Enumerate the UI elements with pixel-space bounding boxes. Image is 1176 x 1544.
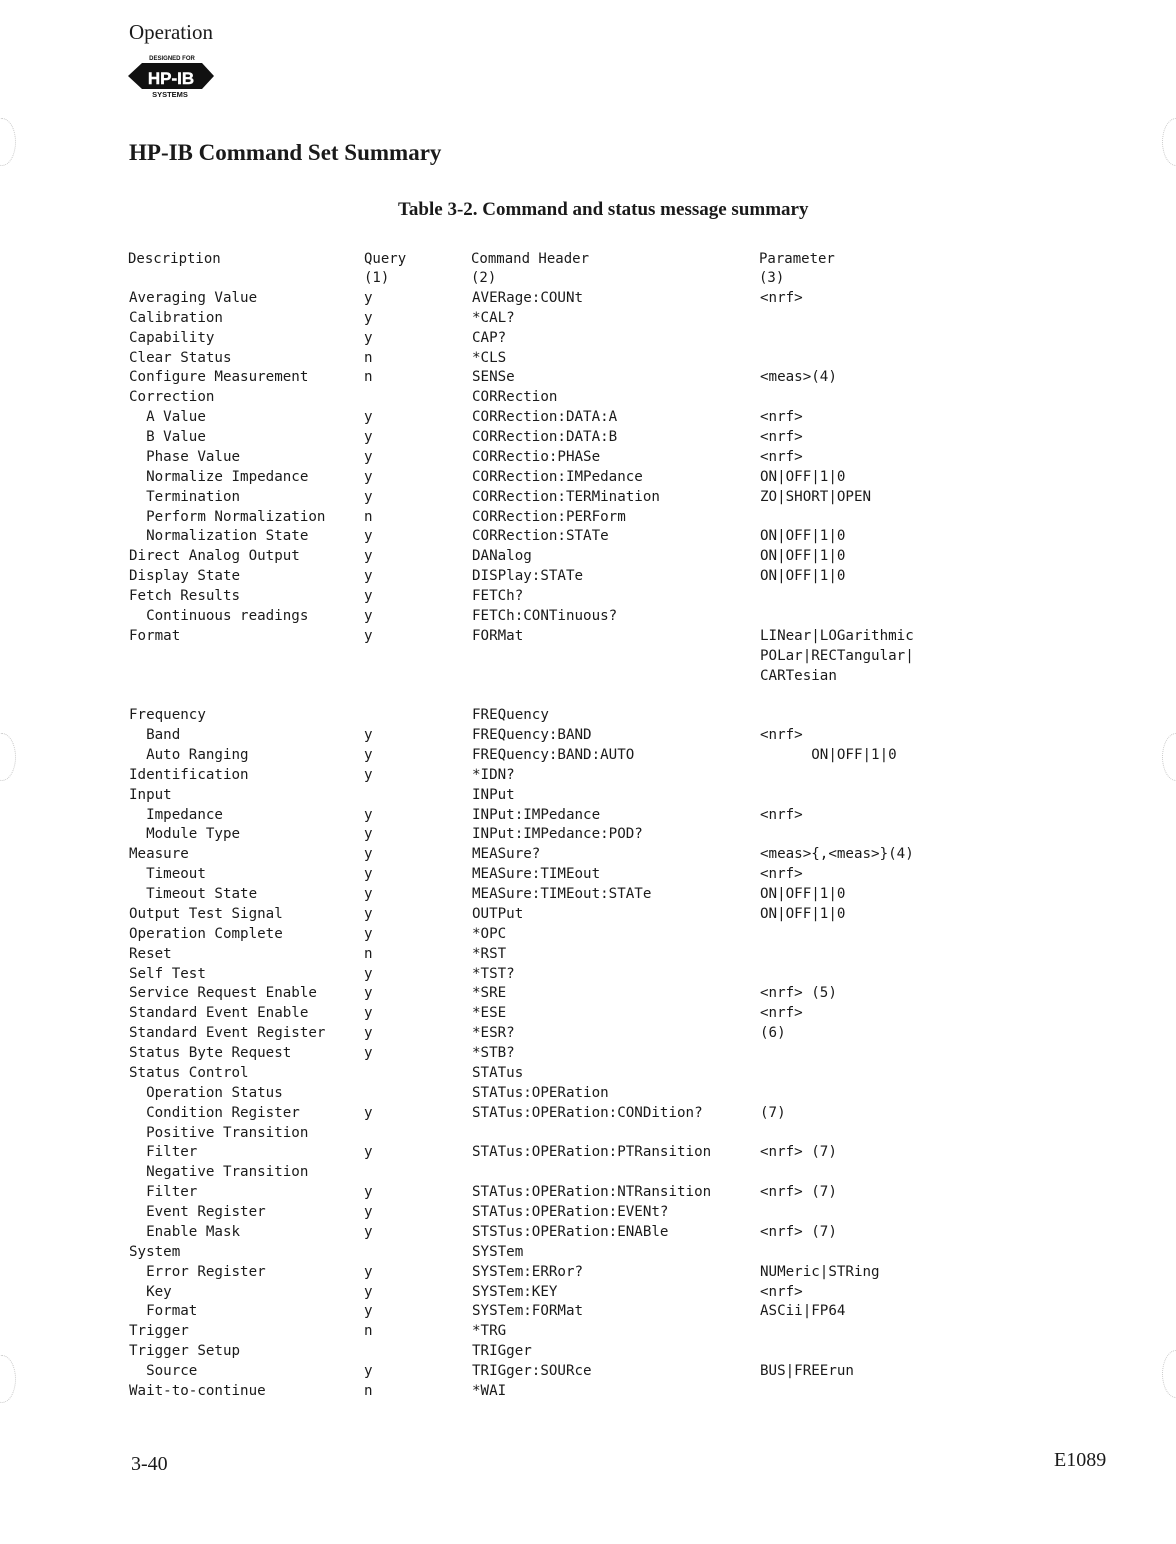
query-cell: y [364,290,373,306]
description-cell: Reset [129,946,172,962]
query-cell: y [364,489,373,505]
parameter-cell: ON|OFF|1|0 [760,469,846,485]
query-cell: n [364,509,373,525]
command-cell: OUTPut [472,906,524,922]
binder-hole-right-top [1162,118,1176,166]
command-cell: *STB? [472,1045,515,1061]
parameter-cell: <nrf> [760,1005,803,1021]
parameter-cell: ON|OFF|1|0 [760,548,846,564]
query-cell: y [364,1184,373,1200]
description-cell: Configure Measurement [129,369,309,385]
binder-hole-left-middle [0,733,16,781]
parameter-cell: ON|OFF|1|0 [760,886,846,902]
query-cell: y [364,608,373,624]
description-cell: A Value [129,409,206,425]
query-cell: y [364,330,373,346]
description-cell: Filter [129,1144,198,1160]
query-cell: y [364,866,373,882]
command-cell: *WAI [472,1383,507,1399]
parameter-cell: <nrf> [760,1284,803,1300]
command-cell: CORRection:DATA:A [472,409,618,425]
query-cell: n [364,1323,373,1339]
parameter-cell: ON|OFF|1|0 [760,528,846,544]
description-cell: Continuous readings [129,608,309,624]
header-parameter: Parameter [759,251,835,267]
query-cell: n [364,1383,373,1399]
parameter-cell: <nrf> (7) [760,1144,837,1160]
parameter-cell: <nrf> [760,429,803,445]
query-cell: y [364,1363,373,1379]
description-cell: Averaging Value [129,290,258,306]
description-cell: Timeout [129,866,206,882]
command-cell: MEASure:TIMEout:STATe [472,886,652,902]
command-cell: CORRection:IMPedance [472,469,643,485]
command-cell: SYSTem:FORMat [472,1303,584,1319]
command-cell: FREQuency [472,707,549,723]
description-cell: Standard Event Register [129,1025,326,1041]
command-cell: CORRection:TERMination [472,489,660,505]
command-cell: CORRection:STATe [472,528,609,544]
command-cell: *ESE [472,1005,507,1021]
command-cell: CORRection:DATA:B [472,429,618,445]
description-cell: Self Test [129,966,206,982]
description-cell: Display State [129,568,241,584]
parameter-cell: ASCii|FP64 [760,1303,846,1319]
logo-main-text: HP-IB [147,69,195,88]
description-cell: Filter [129,1184,198,1200]
query-cell: y [364,926,373,942]
parameter-cell: <nrf> [760,807,803,823]
command-cell: *SRE [472,985,507,1001]
query-cell: y [364,409,373,425]
description-cell: Trigger Setup [129,1343,241,1359]
description-cell: Fetch Results [129,588,241,604]
parameter-cell: POLar|RECTangular| [760,648,914,664]
command-cell: *CAL? [472,310,515,326]
command-cell: MEASure? [472,846,541,862]
command-cell: STSTus:OPERation:ENABle [472,1224,669,1240]
description-cell: Phase Value [129,449,241,465]
command-cell: FREQuency:BAND:AUTO [472,747,635,763]
parameter-cell: ON|OFF|1|0 [760,747,897,763]
parameter-cell: <meas>{,<meas>}(4) [760,846,914,862]
description-cell: Status Control [129,1065,249,1081]
command-cell: INPut:IMPedance [472,807,601,823]
query-cell: y [364,528,373,544]
binder-hole-right-bottom [1162,1350,1176,1398]
parameter-cell: <nrf> [760,727,803,743]
command-cell: CORRection [472,389,558,405]
parameter-cell: ON|OFF|1|0 [760,906,846,922]
query-cell: y [364,1284,373,1300]
query-cell: y [364,807,373,823]
command-cell: DISPlay:STATe [472,568,584,584]
query-cell: y [364,1005,373,1021]
description-cell: Impedance [129,807,223,823]
query-cell: y [364,548,373,564]
query-cell: y [364,906,373,922]
description-cell: B Value [129,429,206,445]
description-cell: Timeout State [129,886,258,902]
description-cell: Standard Event Enable [129,1005,309,1021]
header-description: Description [128,251,221,267]
command-cell: INPut [472,787,515,803]
query-cell: y [364,310,373,326]
query-cell: y [364,1144,373,1160]
hp-ib-logo [126,53,216,99]
query-cell: y [364,1105,373,1121]
description-cell: Perform Normalization [129,509,326,525]
query-cell: y [364,568,373,584]
description-cell: Output Test Signal [129,906,283,922]
command-cell: DANalog [472,548,532,564]
parameter-cell: <nrf> [760,290,803,306]
command-cell: FREQuency:BAND [472,727,592,743]
page-number: 3-40 [131,1453,168,1475]
command-cell: TRIGger:SOURce [472,1363,592,1379]
description-cell: Wait-to-continue [129,1383,266,1399]
query-cell: y [364,886,373,902]
description-cell: Calibration [129,310,223,326]
query-cell: y [364,747,373,763]
header-command: Command Header [471,251,590,267]
command-cell: *TST? [472,966,515,982]
description-cell: Key [129,1284,172,1300]
command-cell: CORRectio:PHASe [472,449,601,465]
description-cell: Condition Register [129,1105,300,1121]
query-cell: y [364,1045,373,1061]
query-cell: y [364,449,373,465]
command-cell: CORRection:PERForm [472,509,626,525]
query-cell: y [364,767,373,783]
description-cell: Frequency [129,707,206,723]
parameter-cell: <nrf> (5) [760,985,837,1001]
binder-hole-left-bottom [0,1355,16,1403]
parameter-cell: BUS|FREErun [760,1363,854,1379]
command-cell: FETCh:CONTinuous? [472,608,618,624]
command-cell: SYSTem:ERRor? [472,1264,584,1280]
command-cell: *IDN? [472,767,515,783]
command-cell: STATus [472,1065,524,1081]
description-cell: Termination [129,489,241,505]
description-cell: Error Register [129,1264,266,1280]
query-cell: y [364,727,373,743]
description-cell: Event Register [129,1204,266,1220]
description-cell: Positive Transition [129,1125,309,1141]
command-cell: *CLS [472,350,507,366]
command-cell: CAP? [472,330,507,346]
query-cell: n [364,350,373,366]
description-cell: Service Request Enable [129,985,317,1001]
description-cell: Format [129,1303,198,1319]
command-cell: MEASure:TIMEout [472,866,601,882]
description-cell: Status Byte Request [129,1045,292,1061]
description-cell: Input [129,787,172,803]
binder-hole-left-top [0,118,16,166]
parameter-cell: LINear|LOGarithmic [760,628,914,644]
query-cell: y [364,985,373,1001]
command-cell: STATus:OPERation:CONDition? [472,1105,703,1121]
parameter-cell: CARTesian [760,668,837,684]
document-id: E1089 [1054,1449,1107,1471]
header-command-note: (2) [471,270,497,286]
description-cell: Direct Analog Output [129,548,300,564]
parameter-cell: (6) [760,1025,786,1041]
query-cell: y [364,1025,373,1041]
description-cell: Auto Ranging [129,747,249,763]
header-query-note: (1) [364,270,390,286]
command-cell: FETCh? [472,588,524,604]
header-query: Query [364,251,407,267]
query-cell: y [364,846,373,862]
parameter-cell: <nrf> [760,409,803,425]
parameter-cell: <nrf> [760,449,803,465]
logo-bottom-text: SYSTEMS [152,90,188,99]
query-cell: y [364,469,373,485]
parameter-cell: <nrf> (7) [760,1184,837,1200]
logo-top-text: DESIGNED FOR [149,56,195,62]
description-cell: Format [129,628,181,644]
query-cell: n [364,946,373,962]
table-caption: Table 3-2. Command and status message summary [398,199,809,220]
section-label: Operation [129,20,213,44]
description-cell: Trigger [129,1323,189,1339]
description-cell: Negative Transition [129,1164,309,1180]
query-cell: y [364,966,373,982]
command-cell: STATus:OPERation [472,1085,609,1101]
query-cell: y [364,1303,373,1319]
description-cell: Operation Complete [129,926,283,942]
command-cell: *TRG [472,1323,507,1339]
command-cell: STATus:OPERation:NTRansition [472,1184,712,1200]
header-parameter-note: (3) [759,270,785,286]
query-cell: y [364,1264,373,1280]
query-cell: y [364,826,373,842]
description-cell: Correction [129,389,215,405]
parameter-cell: ZO|SHORT|OPEN [760,489,872,505]
parameter-cell: <meas>(4) [760,369,837,385]
description-cell: Operation Status [129,1085,283,1101]
command-cell: AVERage:COUNt [472,290,584,306]
binder-hole-right-middle [1162,733,1176,781]
command-cell: INPut:IMPedance:POD? [472,826,643,842]
description-cell: System [129,1244,181,1260]
query-cell: y [364,1204,373,1220]
description-cell: Normalization State [129,528,309,544]
parameter-cell: ON|OFF|1|0 [760,568,846,584]
command-cell: *ESR? [472,1025,515,1041]
command-cell: *OPC [472,926,507,942]
description-cell: Normalize Impedance [129,469,309,485]
command-cell: TRIGger [472,1343,532,1359]
page-heading: HP-IB Command Set Summary [129,140,442,165]
command-cell: FORMat [472,628,524,644]
query-cell: y [364,1224,373,1240]
command-cell: STATus:OPERation:EVENt? [472,1204,669,1220]
description-cell: Band [129,727,181,743]
description-cell: Identification [129,767,249,783]
command-cell: SYSTem [472,1244,524,1260]
description-cell: Enable Mask [129,1224,241,1240]
description-cell: Source [129,1363,198,1379]
description-cell: Clear Status [129,350,232,366]
parameter-cell: NUMeric|STRing [760,1264,880,1280]
parameter-cell: <nrf> [760,866,803,882]
query-cell: y [364,429,373,445]
description-cell: Measure [129,846,189,862]
query-cell: y [364,628,373,644]
description-cell: Module Type [129,826,241,842]
parameter-cell: (7) [760,1105,786,1121]
description-cell: Capability [129,330,215,346]
command-cell: SYSTem:KEY [472,1284,558,1300]
command-cell: SENSe [472,369,515,385]
query-cell: y [364,588,373,604]
query-cell: n [364,369,373,385]
command-cell: STATus:OPERation:PTRansition [472,1144,712,1160]
command-cell: *RST [472,946,507,962]
parameter-cell: <nrf> (7) [760,1224,837,1240]
